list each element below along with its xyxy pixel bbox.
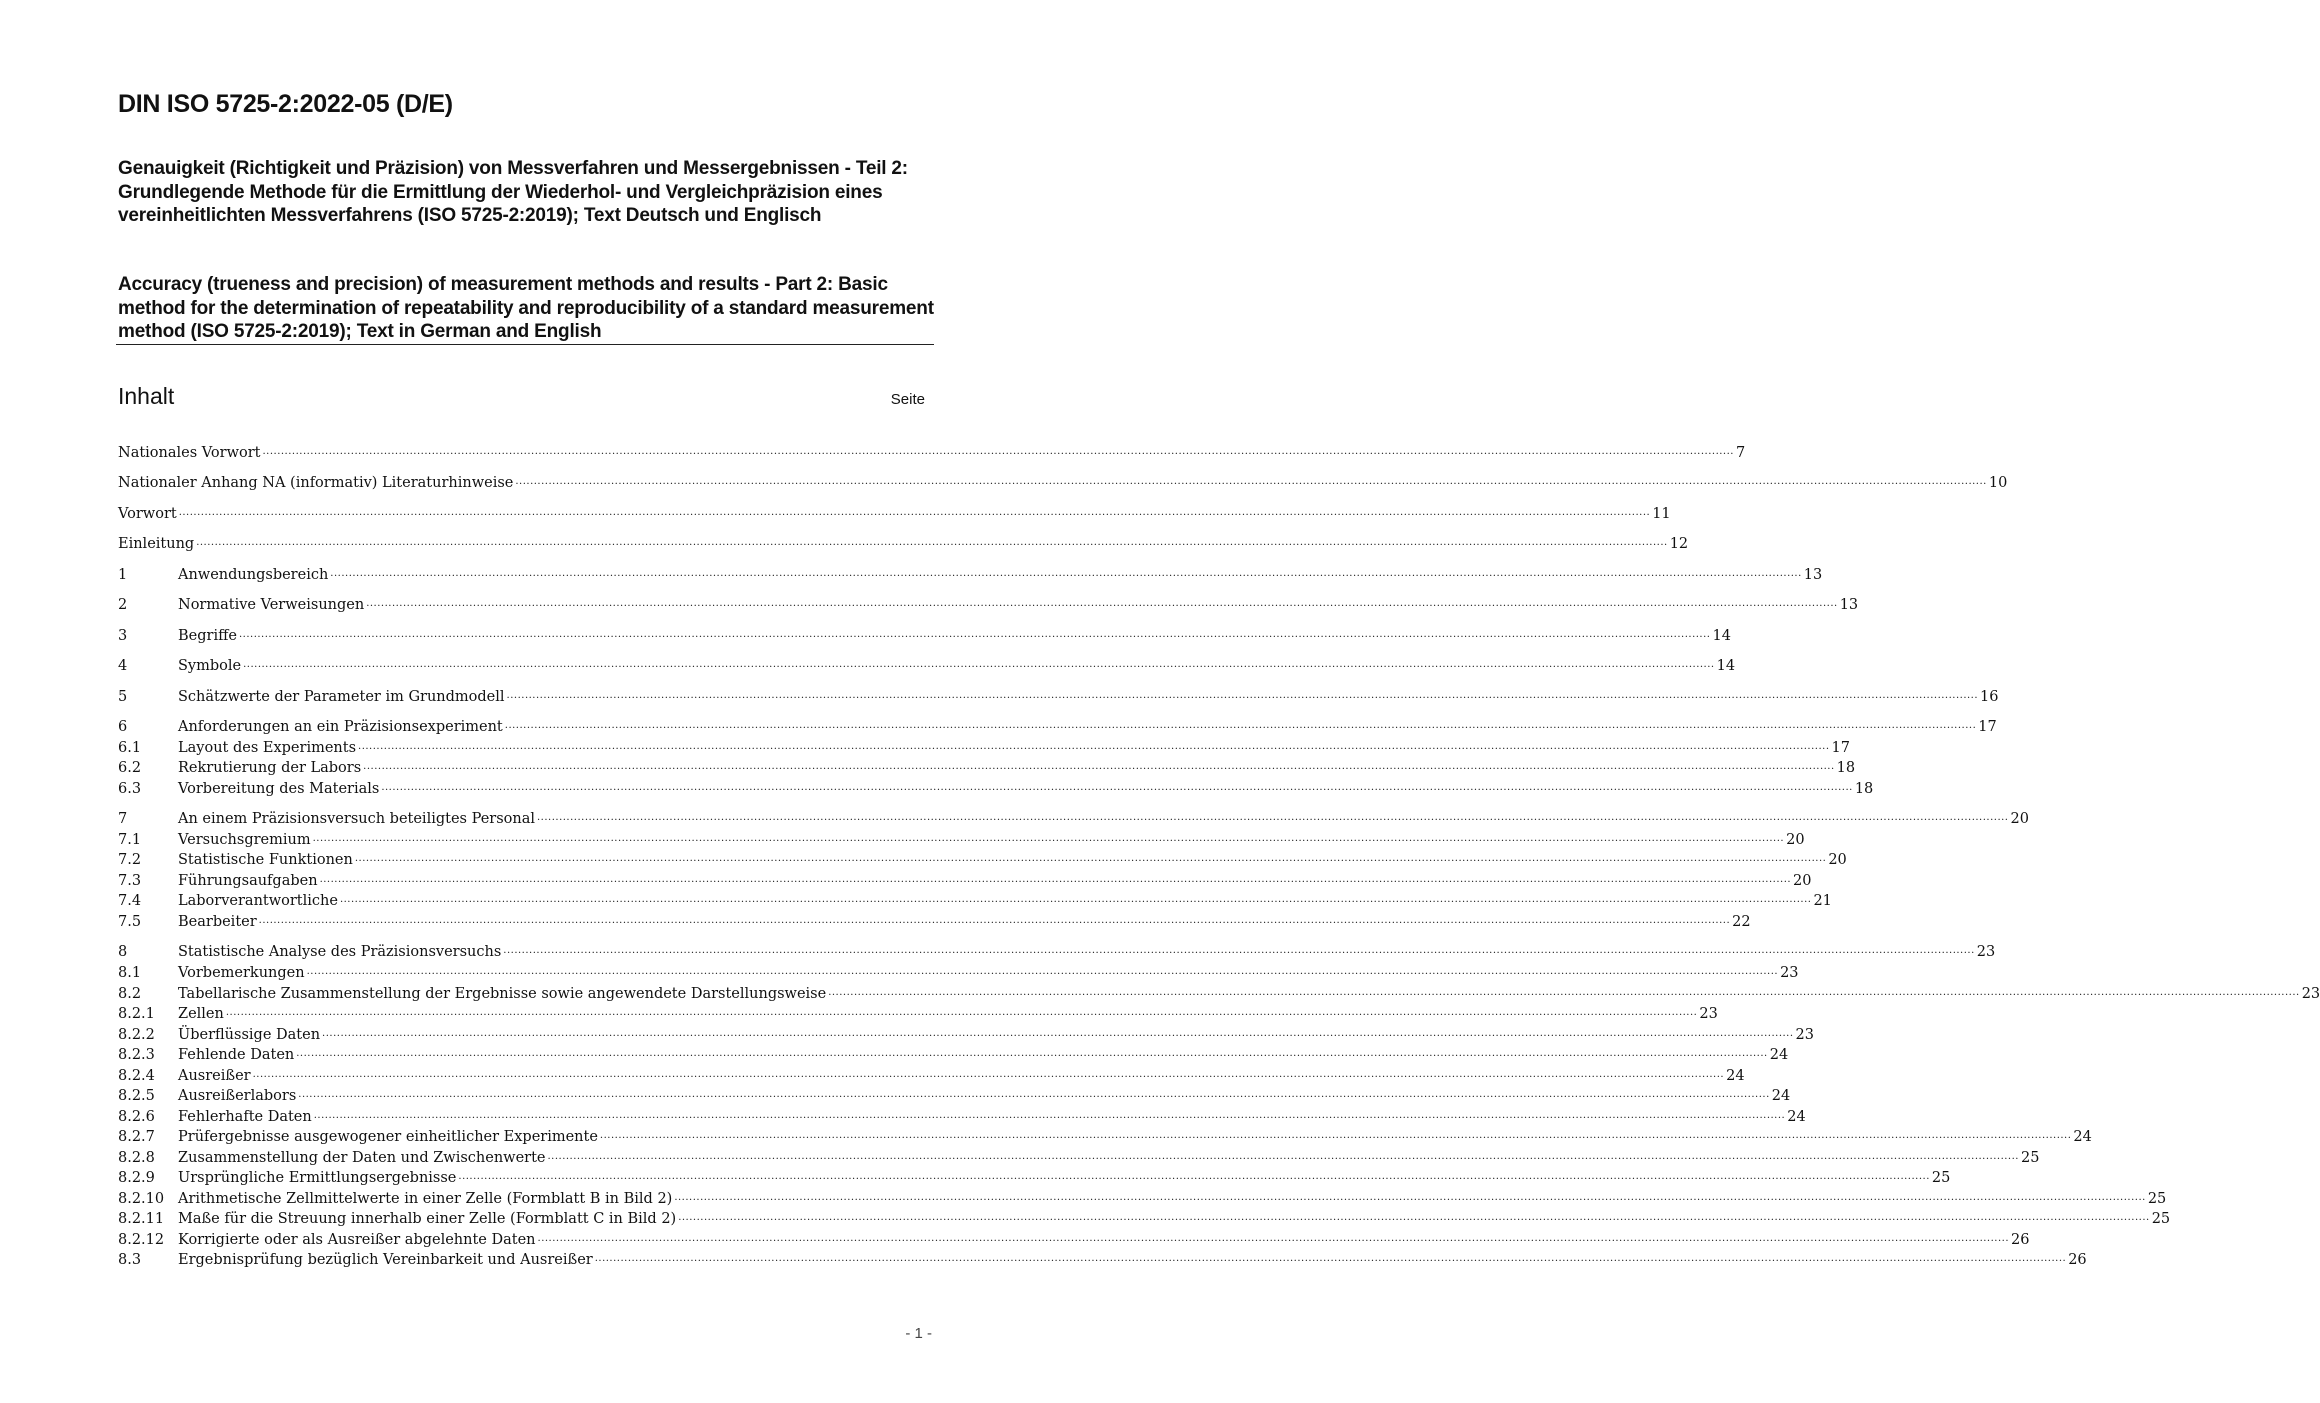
toc-leader-dots: ................................................................................................................................................................................................................................................................................................................................................................................................................ [503,945,1975,956]
document-id: DIN ISO 5725-2:2022-05 (D/E) [118,90,453,118]
toc-entry-title: Vorbemerkungen [178,965,305,981]
toc-entry-number: 8.2.3 [118,1047,155,1063]
toc-leader-dots: ................................................................................................................................................................................................................................................................................................................................................................................................................ [306,966,1779,977]
toc-entry-page: 7 [1735,445,1746,461]
toc-entry-page: 26 [2011,1232,2030,1248]
toc-entry[interactable] [118,807,2029,827]
toc-entry-page: 24 [1769,1047,1789,1063]
toc-leader-dots: ................................................................................................................................................................................................................................................................................................................................................................................................................ [313,1110,1786,1121]
toc-entry-number: 3 [118,628,128,644]
toc-leader-dots: ................................................................................................................................................................................................................................................................................................................................................................................................................ [678,1212,2150,1223]
toc-entry-page: 20 [1793,873,1812,889]
toc-entry-number: 8 [118,944,128,960]
toc-entry-title: Layout des Experiments [178,740,357,756]
toc-entry[interactable] [118,1187,2167,1207]
toc-entry-number: 8.2.1 [118,1006,155,1022]
toc-entry[interactable] [118,961,1799,981]
toc-entry[interactable] [118,1228,2030,1248]
toc-entry-title: Anforderungen an ein Präzisionsexperiment [178,719,503,735]
toc-leader-dots: ................................................................................................................................................................................................................................................................................................................................................................................................................ [354,853,1827,864]
toc-entry[interactable] [118,756,1856,776]
toc-leader-dots: ................................................................................................................................................................................................................................................................................................................................................................................................................ [537,1233,2009,1244]
toc-entry-title: Vorwort [118,506,177,522]
toc-entry-title: Ergebnisprüfung bezüglich Vereinbarkeit und Ausreißer [178,1252,593,1268]
toc-entry-page: 24 [1787,1109,1806,1125]
toc-entry-title: Statistische Funktionen [178,852,353,868]
toc-entry-number: 6.2 [118,760,142,776]
toc-leader-dots: ................................................................................................................................................................................................................................................................................................................................................................................................................ [252,1069,1725,1080]
toc-entry-page: 18 [1836,760,1856,776]
toc-entry-page: 17 [1831,740,1850,756]
toc-entry[interactable] [118,1207,2171,1227]
toc-entry[interactable] [118,982,2320,1002]
toc-entry[interactable] [118,563,1823,583]
toc-entry-title: Fehlerhafte Daten [178,1109,312,1125]
toc-entry[interactable] [118,1166,1951,1186]
toc-entry-page: 10 [1988,475,2008,491]
toc-entry-title: Begriffe [178,628,237,644]
toc-entry-page: 12 [1669,536,1689,552]
toc-entry[interactable] [118,940,1996,960]
toc-entry-number: 1 [118,567,128,583]
toc-entry-page: 20 [2010,811,2029,827]
toc-leader-dots: ................................................................................................................................................................................................................................................................................................................................................................................................................ [243,659,1715,670]
toc-entry-page: 13 [1803,567,1823,583]
toc-entry-page: 23 [1795,1027,1814,1043]
toc-entry[interactable] [118,910,1751,930]
toc-entry-title: Symbole [178,658,242,674]
toc-leader-dots: ................................................................................................................................................................................................................................................................................................................................................................................................................ [674,1192,2146,1203]
footer-page-number: - 1 - [905,1325,932,1342]
toc-entry-number: 7 [118,811,128,827]
toc-entry-title: Bearbeiter [178,914,257,930]
toc-entry-page: 20 [1828,852,1847,868]
toc-entry[interactable] [118,532,1689,552]
toc-entry-number: 8.2.5 [118,1088,155,1104]
toc-entry-page: 26 [2068,1252,2087,1268]
toc-leader-dots: ................................................................................................................................................................................................................................................................................................................................................................................................................ [506,690,1979,701]
toc-entry-number: 8.3 [118,1252,142,1268]
toc-entry-number: 8.2.6 [118,1109,155,1125]
toc-entry-page: 23 [1780,965,1799,981]
toc-entry-number: 8.2.9 [118,1170,155,1186]
toc-entry[interactable] [118,1064,1745,1084]
toc-entry-number: 8.1 [118,965,142,981]
toc-entry-number: 8.2.4 [118,1068,155,1084]
toc-leader-dots: ................................................................................................................................................................................................................................................................................................................................................................................................................ [339,894,1812,905]
toc-entry-page: 17 [1978,719,1997,735]
toc-entry[interactable] [118,1146,2040,1166]
toc-entry[interactable] [118,736,1850,756]
toc-entry-page: 24 [1726,1068,1745,1084]
toc-leader-dots: ................................................................................................................................................................................................................................................................................................................................................................................................................ [258,915,1731,926]
toc-entry-page: 16 [1980,689,1999,705]
toc-entry[interactable] [118,1043,1789,1063]
toc-entry-number: 8.2.10 [118,1191,165,1207]
toc-entry-number: 4 [118,658,128,674]
toc-entry-number: 2 [118,597,128,613]
toc-entry-number: 7.3 [118,873,142,889]
toc-entry-title: Schätzwerte der Parameter im Grundmodell [178,689,505,705]
toc-leader-dots: ................................................................................................................................................................................................................................................................................................................................................................................................................ [225,1007,1698,1018]
toc-entry-page: 25 [2020,1150,2040,1166]
toc-entry-number: 8.2.7 [118,1129,155,1145]
toc-entry-page: 21 [1813,893,1832,909]
toc-entry-page: 23 [1976,944,1996,960]
toc-entry-page: 25 [2147,1191,2167,1207]
toc-entry-number: 6.3 [118,781,142,797]
toc-leader-dots: ................................................................................................................................................................................................................................................................................................................................................................................................................ [322,1028,1794,1039]
toc-entry-number: 6.1 [118,740,142,756]
toc-leader-dots: ................................................................................................................................................................................................................................................................................................................................................................................................................ [178,507,1651,518]
toc-leader-dots: ................................................................................................................................................................................................................................................................................................................................................................................................................ [298,1089,1770,1100]
toc-entry-title: Zellen [178,1006,224,1022]
toc-entry-number: 8.2.12 [118,1232,165,1248]
toc-entry[interactable] [118,593,1859,613]
toc-entry[interactable] [118,1084,1791,1104]
toc-entry-title: Ursprüngliche Ermittlungsergebnisse [178,1170,457,1186]
toc-entry-title: Maße für die Streuung innerhalb einer Zelle (Formblatt C in Bild 2) [178,1211,677,1227]
toc-entry-title: Vorbereitung des Materials [178,781,380,797]
toc-entry[interactable] [118,685,1999,705]
toc-entry-title: Nationaler Anhang NA (informativ) Literaturhinweise [118,475,514,491]
toc-entry[interactable] [118,654,1736,674]
toc-entry[interactable] [118,848,1847,868]
toc-leader-dots: ................................................................................................................................................................................................................................................................................................................................................................................................................ [547,1151,2019,1162]
toc-entry[interactable] [118,869,1812,889]
toc-entry-title: An einem Präzisionsversuch beteiligtes Personal [178,811,535,827]
toc-entry-page: 22 [1732,914,1751,930]
toc-entry-number: 8.2 [118,986,142,1002]
toc-entry-title: Nationales Vorwort [118,445,261,461]
toc-entry[interactable] [118,1023,1814,1043]
toc-entry-title: Normative Verweisungen [178,597,365,613]
toc-leader-dots: ................................................................................................................................................................................................................................................................................................................................................................................................................ [296,1048,1768,1059]
toc-entry[interactable] [118,777,1874,797]
toc-entry-page: 24 [2073,1129,2092,1145]
toc-leader-dots: ................................................................................................................................................................................................................................................................................................................................................................................................................ [330,568,1802,579]
toc-entry-number: 8.2.8 [118,1150,155,1166]
toc-leader-dots: ................................................................................................................................................................................................................................................................................................................................................................................................................ [312,833,1785,844]
toc-entry[interactable] [118,624,1731,644]
toc-entry-title: Arithmetische Zellmittelwerte in einer Zelle (Formblatt B in Bild 2) [178,1191,673,1207]
toc-leader-dots: ................................................................................................................................................................................................................................................................................................................................................................................................................ [262,446,1734,457]
toc-leader-dots: ................................................................................................................................................................................................................................................................................................................................................................................................................ [319,874,1792,885]
toc-entry-title: Ausreißer [178,1068,251,1084]
toc-entry[interactable] [118,441,1746,461]
toc-entry[interactable] [118,715,1997,735]
toc-leader-dots: ................................................................................................................................................................................................................................................................................................................................................................................................................ [515,476,1987,487]
toc-entry-title: Fehlende Daten [178,1047,295,1063]
toc-entry-title: Ausreißerlabors [178,1088,297,1104]
toc-leader-dots: ................................................................................................................................................................................................................................................................................................................................................................................................................ [458,1171,1930,1182]
toc-leader-dots: ................................................................................................................................................................................................................................................................................................................................................................................................................ [594,1253,2067,1264]
toc-entry-page: 25 [1931,1170,1951,1186]
toc-entry[interactable] [118,471,2008,491]
title-german: Genauigkeit (Richtigkeit und Präzision) von Messverfahren und Messergebnissen - Teil 2: Grundlegende Methode für die Ermittlung der Wiederhol- und Vergleichpräzision eines vereinheitlichten Messverfahrens (ISO 5725-2:2019); Text Deutsch und Englisch [118,158,908,226]
toc-entry[interactable] [118,1125,2092,1145]
toc-entry-number: 7.4 [118,893,142,909]
toc-entry[interactable] [118,889,1832,909]
toc-entry-title: Überflüssige Daten [178,1027,321,1043]
toc-entry-page: 20 [1786,832,1805,848]
toc-heading: Inhalt [118,383,175,409]
toc-entry-page: 25 [2151,1211,2171,1227]
toc-entry-title: Versuchsgremium [178,832,311,848]
title-divider [116,344,934,345]
toc-entry-page: 14 [1716,658,1736,674]
toc-entry-title: Einleitung [118,536,195,552]
toc-entry[interactable] [118,502,1671,522]
toc-entry-page: 11 [1652,506,1671,522]
toc-entry-number: 8.2.11 [118,1211,165,1227]
toc-entry-number: 7.2 [118,852,142,868]
toc-entry-number: 6 [118,719,128,735]
toc-entry-title: Führungsaufgaben [178,873,318,889]
toc-entry-title: Statistische Analyse des Präzisionsversuchs [178,944,502,960]
toc-leader-dots: ................................................................................................................................................................................................................................................................................................................................................................................................................ [599,1130,2072,1141]
toc-entry[interactable] [118,1002,1718,1022]
toc-leader-dots: ................................................................................................................................................................................................................................................................................................................................................................................................................ [537,812,2009,823]
toc-leader-dots: ................................................................................................................................................................................................................................................................................................................................................................................................................ [381,782,1853,793]
toc-leader-dots: ................................................................................................................................................................................................................................................................................................................................................................................................................ [504,720,1977,731]
toc-entry-page: 14 [1712,628,1731,644]
toc-leader-dots: ................................................................................................................................................................................................................................................................................................................................................................................................................ [363,761,1835,772]
toc-entry-number: 7.1 [118,832,142,848]
toc-entry[interactable] [118,1248,2087,1268]
toc-entry[interactable] [118,1105,1806,1125]
toc-leader-dots: ................................................................................................................................................................................................................................................................................................................................................................................................................ [196,537,1668,548]
toc-leader-dots: ................................................................................................................................................................................................................................................................................................................................................................................................................ [828,987,2300,998]
toc-entry[interactable] [118,828,1805,848]
toc-entry-page: 18 [1854,781,1874,797]
toc-entry-title: Laborverantwortliche [178,893,338,909]
toc-entry-page: 23 [2301,986,2320,1002]
toc-entry-title: Zusammenstellung der Daten und Zwischenwerte [178,1150,546,1166]
toc-entry-page: 24 [1771,1088,1791,1104]
toc-entry-page: 23 [1699,1006,1718,1022]
toc-entry-title: Anwendungsbereich [178,567,329,583]
title-english: Accuracy (trueness and precision) of measurement methods and results - Part 2: Basic method for the determination of repeatability and reproducibility of a standard measurement method (ISO 5725-2:2019); Text in German and English [118,274,934,342]
toc-leader-dots: ................................................................................................................................................................................................................................................................................................................................................................................................................ [238,629,1711,640]
toc-entry-title: Prüfergebnisse ausgewogener einheitlicher Experimente [178,1129,598,1145]
toc-entry-title: Korrigierte oder als Ausreißer abgelehnte Daten [178,1232,536,1248]
toc-entry-title: Rekrutierung der Labors [178,760,362,776]
toc-page-label: Seite [890,391,925,408]
toc-entry-number: 5 [118,689,128,705]
toc-entry-title: Tabellarische Zusammenstellung der Ergebnisse sowie angewendete Darstellungsweise [178,986,827,1002]
toc-entry-number: 8.2.2 [118,1027,155,1043]
toc-leader-dots: ................................................................................................................................................................................................................................................................................................................................................................................................................ [366,598,1838,609]
toc-entry-page: 13 [1839,597,1859,613]
toc-leader-dots: ................................................................................................................................................................................................................................................................................................................................................................................................................ [358,741,1830,752]
toc-entry-number: 7.5 [118,914,142,930]
